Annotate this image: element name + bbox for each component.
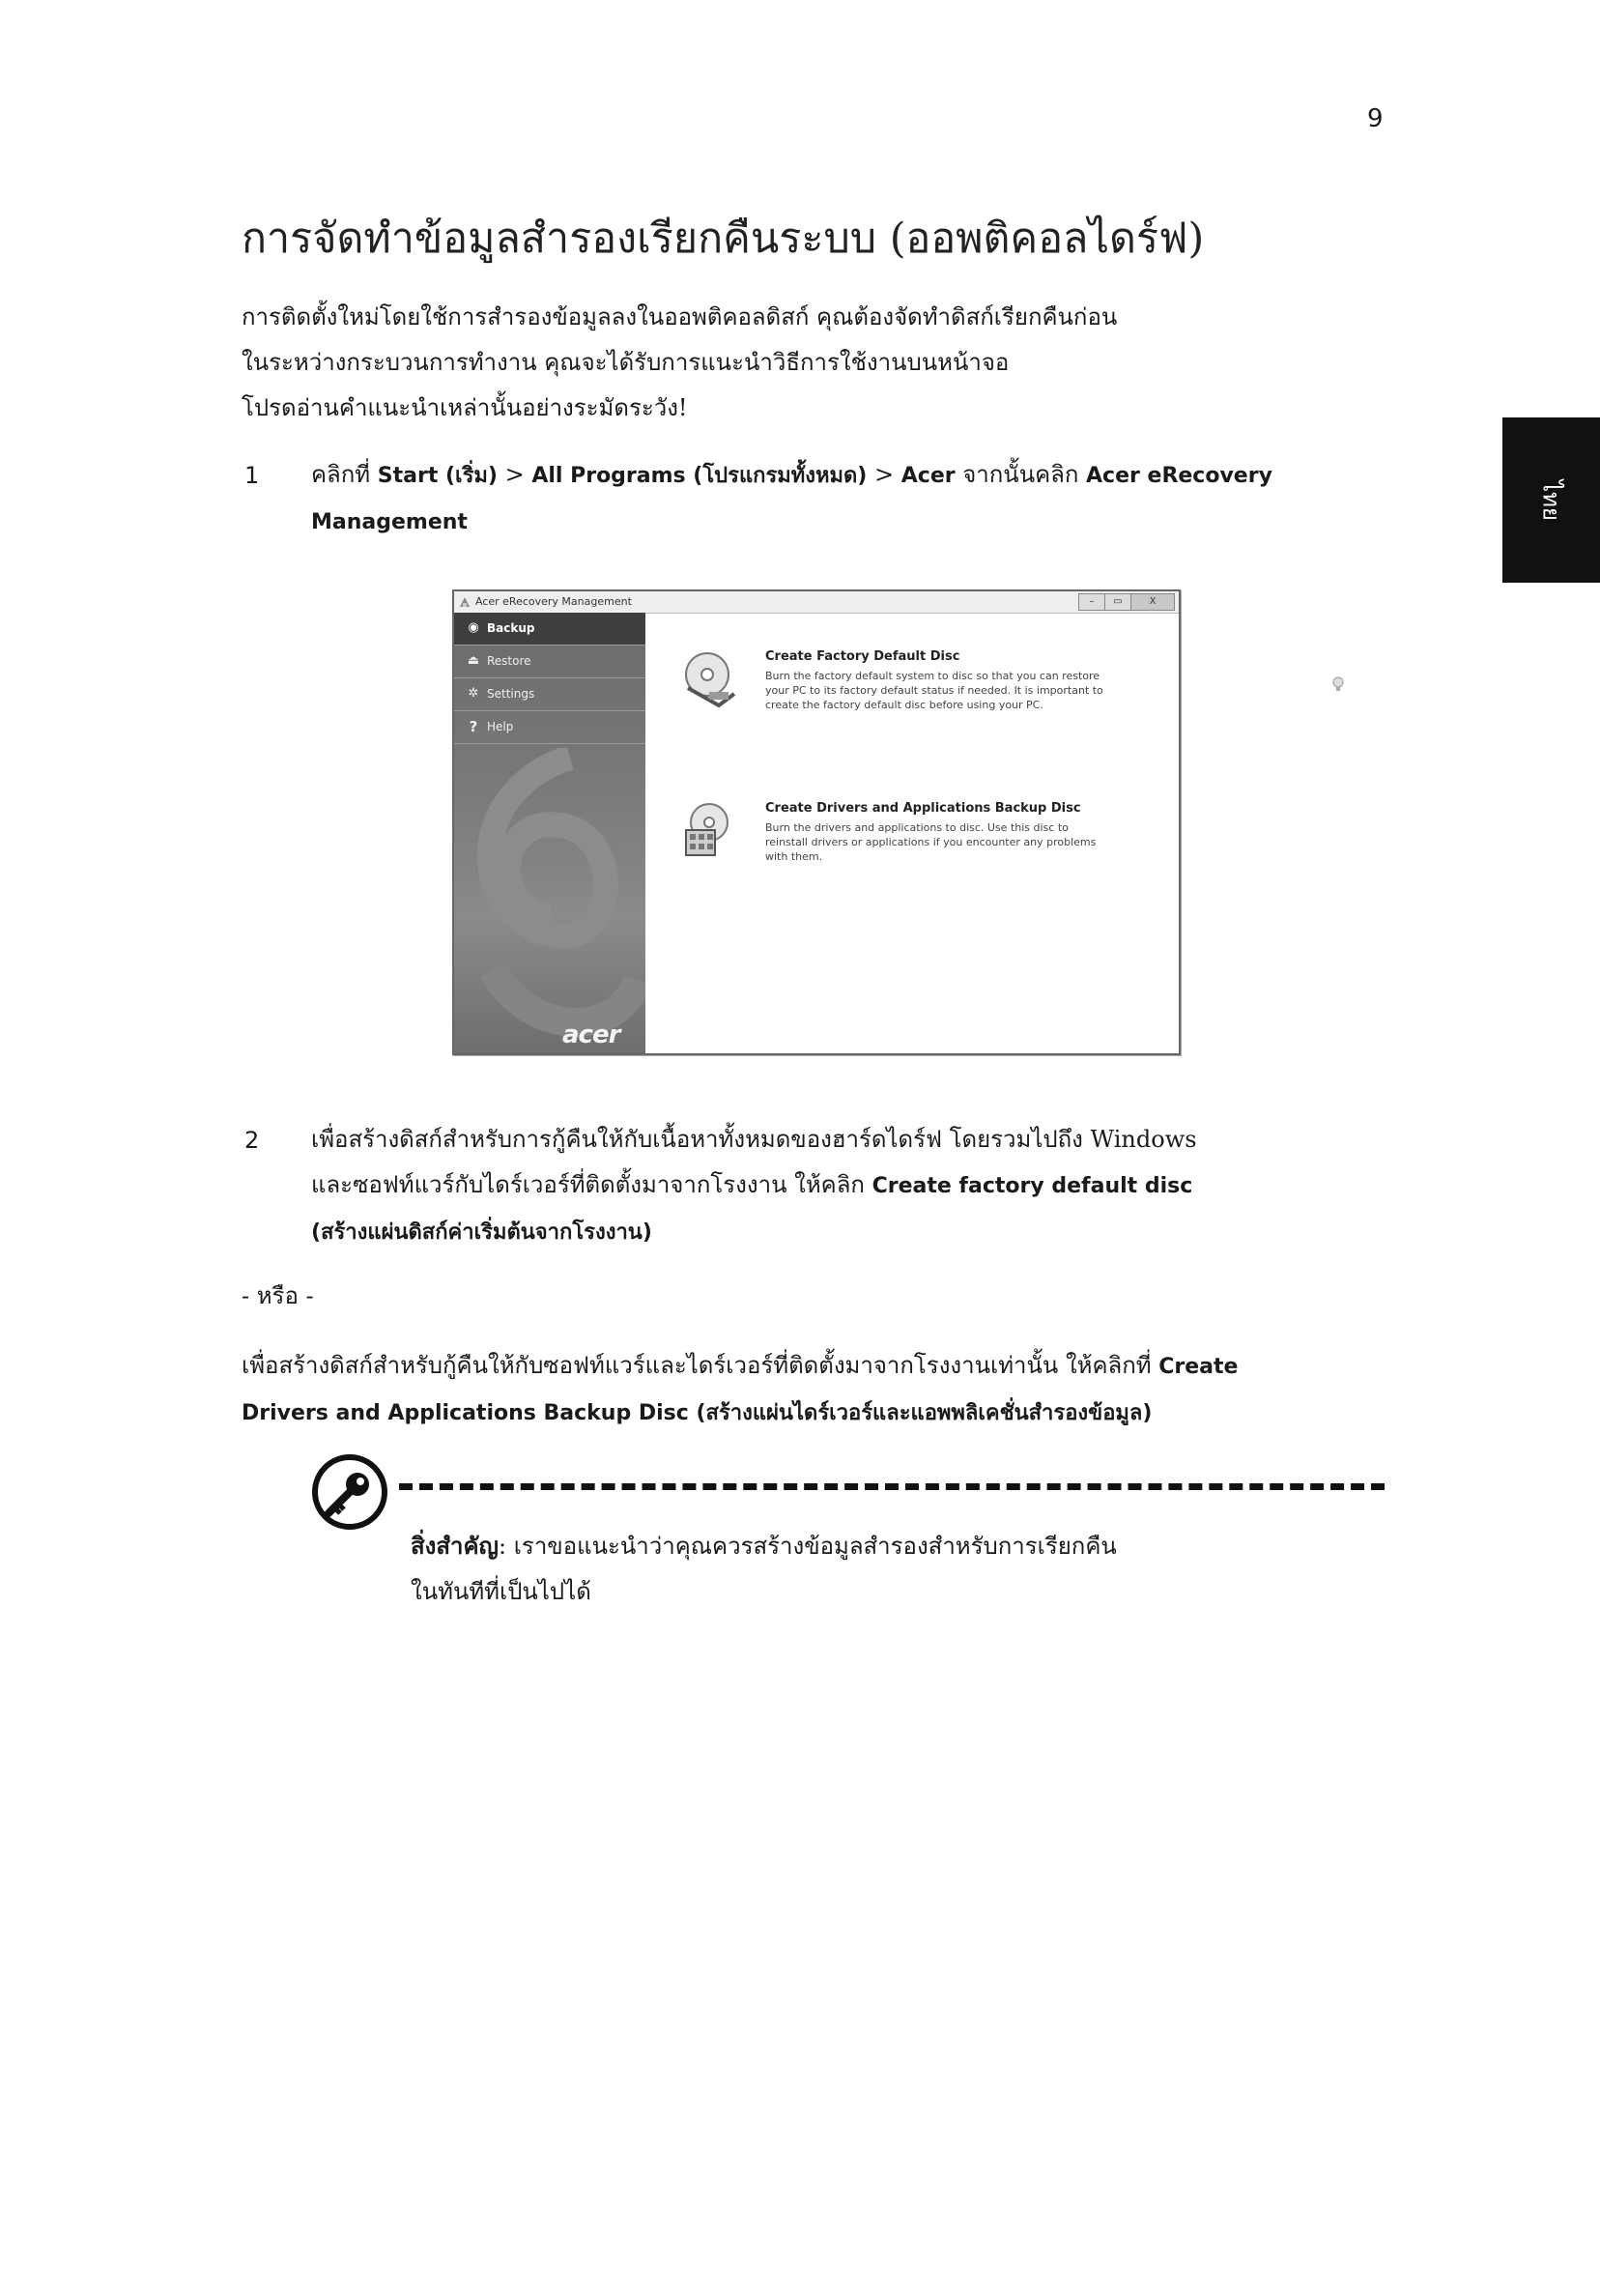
start-menu-ref: Start (เริ่ม) [377, 464, 498, 488]
important-note [411, 1523, 1117, 1615]
sidebar-item-help[interactable] [454, 711, 645, 744]
option-title: Create Drivers and Applications Backup Disc [765, 801, 1081, 816]
note-label: สิ่งสำคัญ [411, 1532, 499, 1560]
sidebar-item-label: Restore [487, 654, 531, 668]
sidebar-item-label: Help [487, 720, 514, 733]
step-2-text [311, 1117, 1197, 1255]
minimize-button[interactable]: – [1078, 593, 1105, 611]
language-tab [1502, 417, 1600, 583]
lightbulb-icon [1331, 676, 1345, 694]
disc-icon [680, 649, 738, 711]
step-2-line: เพื่อสร้างดิสก์สำหรับการกู้คืนให้กับเนื้อหาทั้งหมดของฮาร์ดไดร์ฟ โดยรวมไปถึง Windows [311, 1126, 1197, 1153]
restore-icon: ⏏ [467, 653, 480, 668]
erecovery-window [452, 589, 1181, 1055]
sidebar [454, 613, 645, 1053]
window-title: Acer eRecovery Management [475, 595, 632, 608]
option-factory-default[interactable] [680, 649, 1163, 756]
sidebar-item-settings[interactable] [454, 678, 645, 711]
option-drivers-backup[interactable] [680, 801, 1163, 907]
drivers-backup-ref-cont: Drivers and Applications Backup Disc (สร้างแผ่นไดร์เวอร์และแอพพลิเคชั่นสำรองข้อมูล) [242, 1401, 1153, 1425]
note-sep: : [499, 1533, 514, 1560]
key-icon [311, 1453, 388, 1531]
note-line: เราขอแนะนำว่าคุณควรสร้างข้อมูลสำรองสำหรับการเรียกคืน [513, 1533, 1117, 1560]
note-line: ในทันทีที่เป็นไปได้ [411, 1578, 591, 1605]
sidebar-item-restore[interactable] [454, 646, 645, 678]
sidebar-item-label: Settings [487, 687, 535, 701]
sidebar-item-label: Backup [487, 621, 535, 635]
acer-ref: Acer [900, 464, 956, 488]
intro-line: ในระหว่างกระบวนการทำงาน คุณจะได้รับการแนะนำวิธีการใช้งานบนหน้าจอ [242, 349, 1010, 376]
decorative-swirl [454, 748, 645, 1053]
step-2-line: และซอฟท์แวร์กับไดร์เวอร์ที่ติดตั้งมาจากโรงงาน ให้คลิก [311, 1171, 872, 1198]
step-1-number: 1 [244, 462, 260, 489]
help-icon: ? [469, 718, 478, 735]
alternative-text [242, 1343, 1238, 1436]
erecovery-ref-cont: Management [311, 510, 468, 534]
separator: > [497, 461, 532, 488]
app-icon [459, 596, 471, 608]
step-2-number: 2 [244, 1127, 260, 1154]
main-panel [645, 613, 1179, 1053]
drivers-backup-ref: Create [1158, 1355, 1239, 1379]
maximize-button[interactable]: ▭ [1104, 593, 1131, 611]
factory-default-ref-thai: (สร้างแผ่นดิสก์ค่าเริ่มต้นจากโรงงาน) [311, 1220, 652, 1245]
backup-icon: ◉ [468, 620, 479, 635]
acer-logo: acer [562, 1020, 620, 1049]
option-title: Create Factory Default Disc [765, 649, 960, 664]
window-titlebar [454, 591, 1179, 614]
erecovery-ref: Acer eRecovery [1086, 464, 1272, 488]
step-1-text-part: จากนั้นคลิก [955, 461, 1087, 488]
page-number: 9 [1367, 104, 1384, 133]
intro-paragraph [242, 295, 1117, 431]
option-description: Burn the factory default system to disc so that you can restore your PC to its factory default status if needed. It is important to create the factory default disc before using your PC. [765, 670, 1103, 711]
note-divider [399, 1483, 1385, 1490]
settings-icon: ✲ [468, 686, 479, 701]
factory-default-ref: Create factory default disc [871, 1174, 1193, 1198]
intro-line: โปรดอ่านคำแนะนำเหล่านั้นอย่างระมัดระวัง! [242, 394, 688, 421]
option-description: Burn the drivers and applications to disc. Use this disc to reinstall drivers or applications if you encounter any problems with them. [765, 821, 1097, 863]
all-programs-ref: All Programs (โปรแกรมทั้งหมด) [531, 464, 868, 488]
page-title: การจัดทำข้อมูลสำรองเรียกคืนระบบ (ออพติคอลไดร์ฟ) [242, 215, 1205, 263]
step-1-text-part: คลิกที่ [311, 461, 371, 488]
or-separator: - หรือ - [242, 1282, 314, 1309]
drivers-disc-icon [680, 801, 738, 863]
step-1-text [311, 452, 1272, 545]
sidebar-item-backup[interactable] [454, 613, 645, 646]
close-button[interactable]: X [1130, 593, 1175, 611]
language-tab-label: ไทย [1537, 479, 1564, 521]
alt-line: เพื่อสร้างดิสก์สำหรับกู้คืนให้กับซอฟท์แวร์และไดร์เวอร์ที่ติดตั้งมาจากโรงงานเท่านั้น ให้คลิกที่ [242, 1352, 1159, 1379]
intro-line: การติดตั้งใหม่โดยใช้การสำรองข้อมูลลงในออพติคอลดิสก์ คุณต้องจัดทำดิสก์เรียกคืนก่อน [242, 303, 1118, 330]
separator: > [867, 461, 901, 488]
